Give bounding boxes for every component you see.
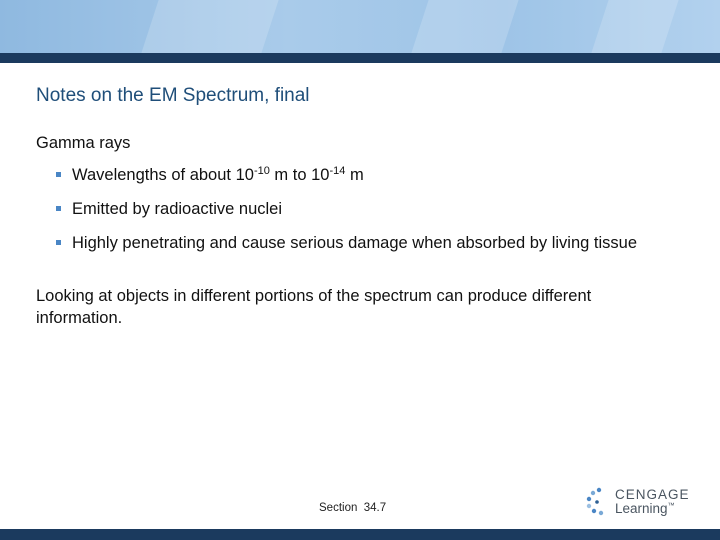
wavelength-text-suffix: m xyxy=(345,166,364,184)
header-band xyxy=(0,0,720,53)
cengage-learning-logo xyxy=(585,486,695,520)
logo-line-1: CENGAGE xyxy=(615,487,690,502)
logo-line-2 xyxy=(615,501,675,516)
exponent-1: -10 xyxy=(253,165,270,177)
slide-title: Notes on the EM Spectrum, final xyxy=(36,85,310,106)
header-band-facet xyxy=(591,0,678,53)
logo-line-2-text: Learning xyxy=(615,501,668,516)
header-band-facet xyxy=(411,0,518,53)
header-divider-bar xyxy=(0,53,720,63)
cengage-logo-icon xyxy=(585,486,613,518)
bullet-marker xyxy=(56,240,61,245)
bullet-text-penetrating: Highly penetrating and cause serious damage when absorbed by living tissue xyxy=(72,234,638,252)
bullet-item-penetrating xyxy=(56,233,656,253)
logo-trademark: ™ xyxy=(667,502,675,510)
bullet-marker xyxy=(56,206,61,211)
footer-section-label: Section 34.7 xyxy=(319,502,387,514)
bullet-text-emitted: Emitted by radioactive nuclei xyxy=(72,200,283,218)
section-heading: Gamma rays xyxy=(36,134,131,152)
bullet-marker xyxy=(56,172,61,177)
wavelength-text-prefix: Wavelengths of about 10 xyxy=(72,166,254,184)
bullet-item-wavelength xyxy=(56,165,656,185)
wavelength-text-middle: m to 10 xyxy=(269,166,330,184)
bullet-list xyxy=(56,165,656,267)
header-band-facet xyxy=(141,0,278,53)
footer-bar xyxy=(0,529,720,540)
exponent-2: -14 xyxy=(329,165,346,177)
closing-paragraph: Looking at objects in different portions of the spectrum can produce different information. xyxy=(36,287,592,327)
bullet-item-emitted xyxy=(56,199,656,219)
